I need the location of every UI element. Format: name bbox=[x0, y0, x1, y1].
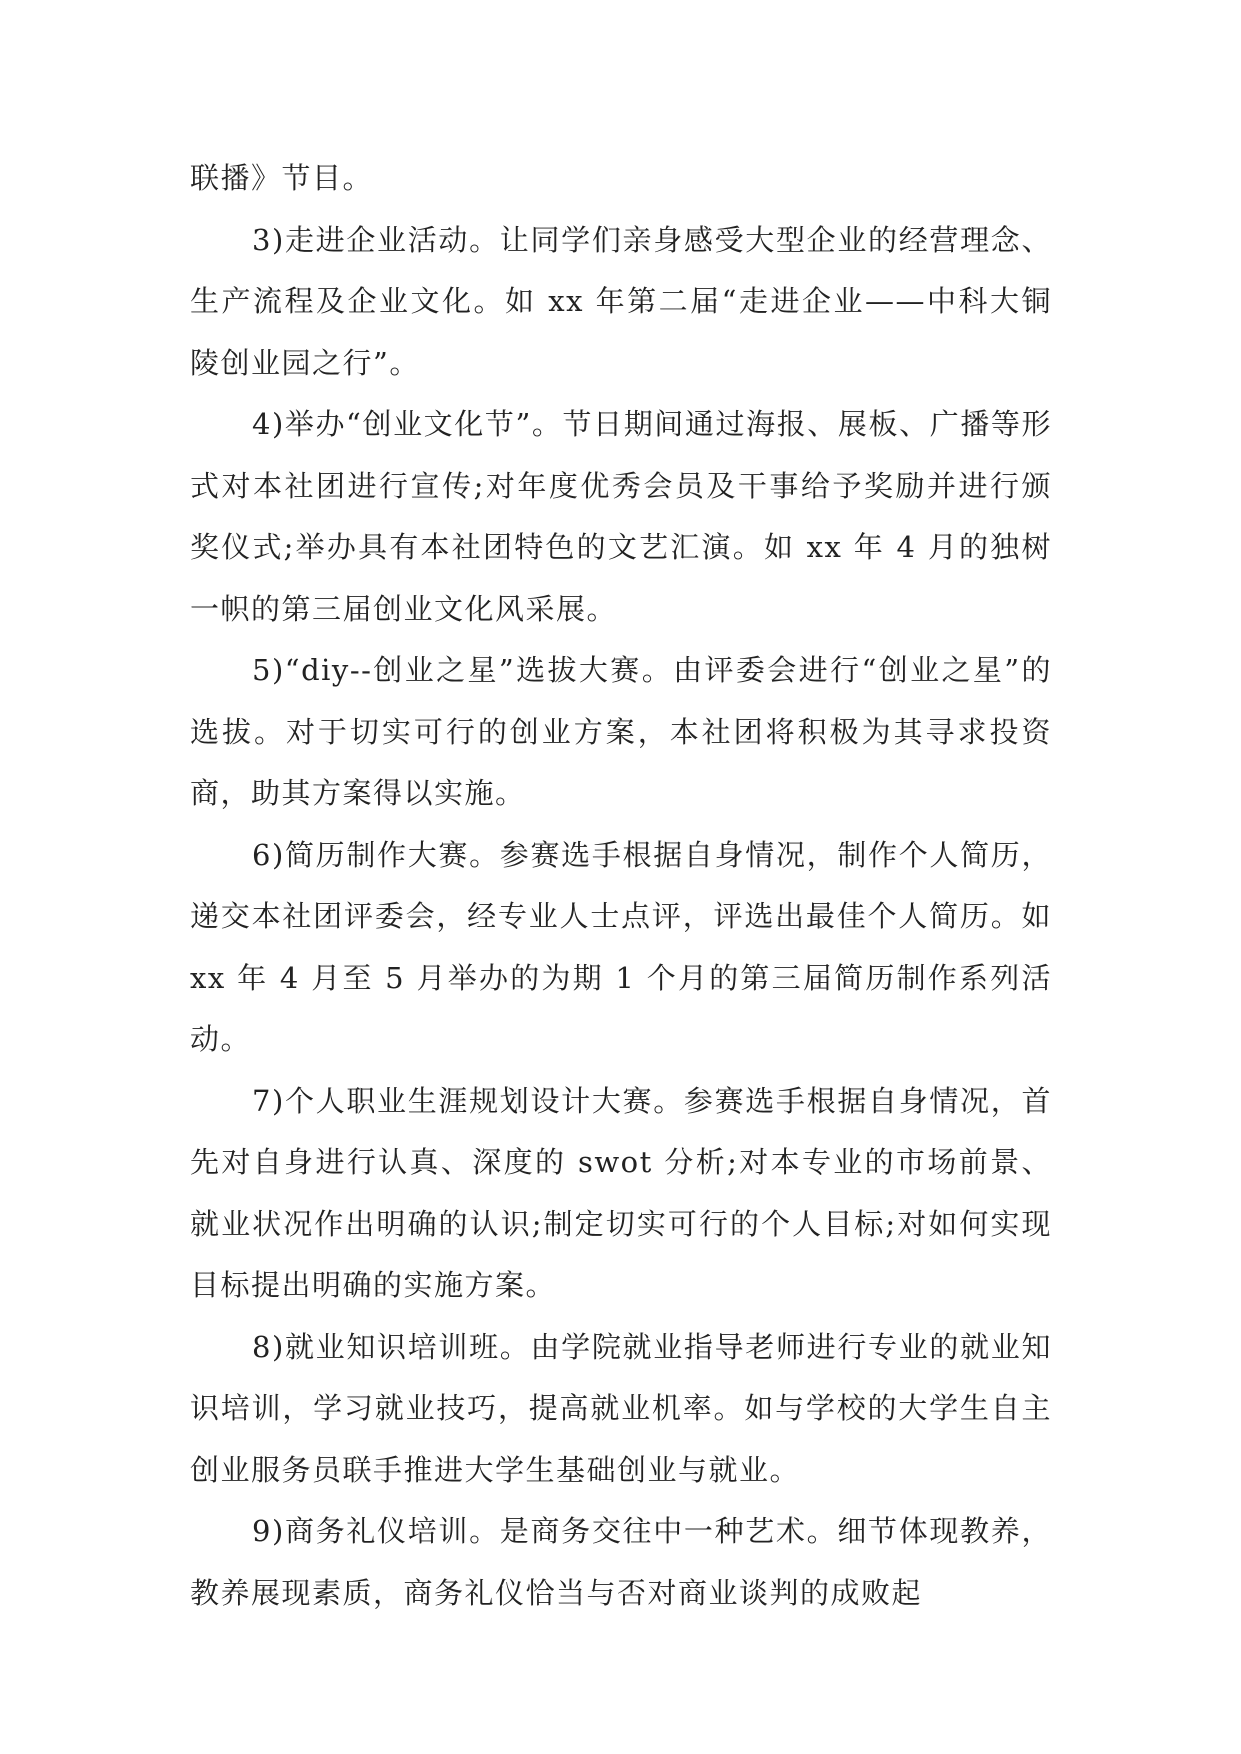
paragraph-item-5: 5)“diy--创业之星”选拔大赛。由评委会进行“创业之星”的选拔。对于切实可行的创业方案，本社团将积极为其寻求投资商，助其方案得以实施。 bbox=[190, 653, 1052, 810]
paragraph-continuation: 联播》节目。 bbox=[190, 161, 374, 195]
paragraph-item-7: 7)个人职业生涯规划设计大赛。参赛选手根据自身情况，首先对自身进行认真、深度的 swot 分析;对本专业的市场前景、就业状况作出明确的认识;制定切实可行的个人目标;对如何实现目标提出明确的实施方案。 bbox=[190, 1083, 1052, 1302]
paragraph-item-3: 3)走进企业活动。让同学们亲身感受大型企业的经营理念、生产流程及企业文化。如 xx 年第二届“走进企业——中科大铜陵创业园之行”。 bbox=[190, 222, 1052, 380]
paragraph-item-6: 6)简历制作大赛。参赛选手根据自身情况，制作个人简历，递交本社团评委会，经专业人士点评，评选出最佳个人简历。如 xx 年 4 月至 5 月举办的为期 1 个月的第三届简历制作系列活动。 bbox=[190, 837, 1052, 1056]
paragraph-item-9: 9)商务礼仪培训。是商务交往中一种艺术。细节体现教养，教养展现素质，商务礼仪恰当与否对商业谈判的成败起 bbox=[190, 1514, 1052, 1610]
paragraph-item-8: 8)就业知识培训班。由学院就业指导老师进行专业的就业知识培训，学习就业技巧，提高就业机率。如与学校的大学生自主创业服务员联手推进大学生基础创业与就业。 bbox=[190, 1329, 1052, 1487]
paragraph-item-4: 4)举办“创业文化节”。节日期间通过海报、展板、广播等形式对本社团进行宣传;对年度优秀会员及干事给予奖励并进行颁奖仪式;举办具有本社团特色的文艺汇演。如 xx 年 4 月的独树一帜的第三届创业文化风采展。 bbox=[190, 407, 1052, 626]
document-body bbox=[190, 148, 1052, 1624]
